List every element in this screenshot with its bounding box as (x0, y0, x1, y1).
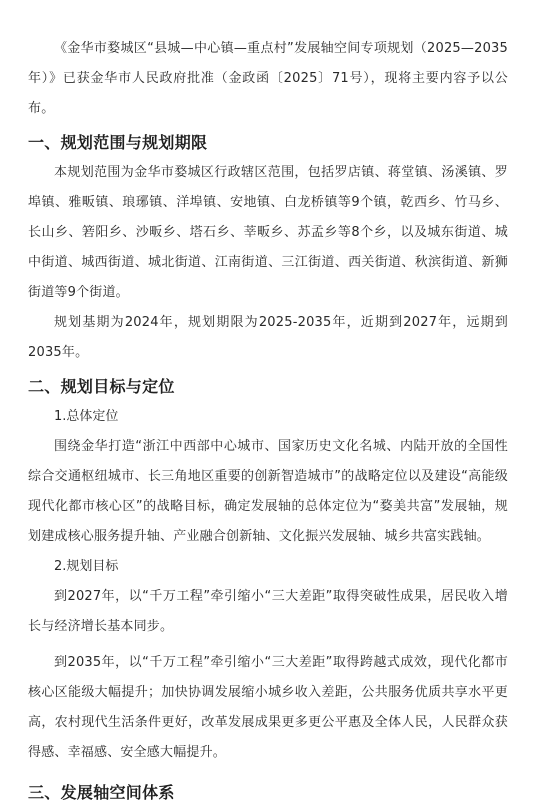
subheading-targets: 2.规划目标 (54, 559, 119, 574)
goal-2035-paragraph: 到2035年，以“千万工程”牵引缩小“三大差距”取得跨越式成效，现代化都市核心区能级大幅提升；加快协调发展缩小城乡收入差距，公共服务优质共享水平更高，农村现代生活条件更好，改革发展成果更多更公平惠及全体人民，人民群众获得感、幸福感、安全感大幅提升。 (28, 655, 508, 760)
section-heading-goals: 二、规划目标与定位 (28, 377, 175, 396)
scope-paragraph: 本规划范围为金华市婺城区行政辖区范围，包括罗店镇、蒋堂镇、汤溪镇、罗埠镇、雅畈镇、琅琊镇、洋埠镇、安地镇、白龙桥镇等9个镇，乾西乡、竹马乡、长山乡、箬阳乡、沙畈乡、塔石乡、莘畈乡、苏孟乡等8个乡，以及城东街道、城中街道、城西街道、城北街道、江南街道、三江街道、西关街道、秋滨街道、新狮街道等9个街道。 (28, 165, 508, 300)
section-heading-scope: 一、规划范围与规划期限 (28, 133, 208, 152)
positioning-paragraph: 围绕金华打造“浙江中西部中心城市、国家历史文化名城、内陆开放的全国性综合交通枢纽城市、长三角地区重要的创新智造城市”的战略定位以及建设“高能级现代化都市核心区”的战略目标，确定发展轴的总体定位为“婺美共富”发展轴，规划建成核心服务提升轴、产业融合创新轴、文化振兴发展轴、城乡共富实践轴。 (28, 439, 508, 544)
section-heading-spatial-system: 三、发展轴空间体系 (28, 783, 175, 802)
period-paragraph: 规划基期为2024年，规划期限为2025-2035年，近期到2027年，远期到2035年。 (28, 315, 508, 360)
intro-paragraph: 《金华市婺城区“县城—中心镇—重点村”发展轴空间专项规划（2025—2035年）》已获金华市人民政府批准（金政函〔2025〕71号），现将主要内容予以公布。 (28, 41, 508, 116)
goal-2027-paragraph: 到2027年，以“千万工程”牵引缩小“三大差距”取得突破性成果，居民收入增长与经济增长基本同步。 (28, 589, 508, 634)
subheading-positioning: 1.总体定位 (54, 409, 119, 424)
